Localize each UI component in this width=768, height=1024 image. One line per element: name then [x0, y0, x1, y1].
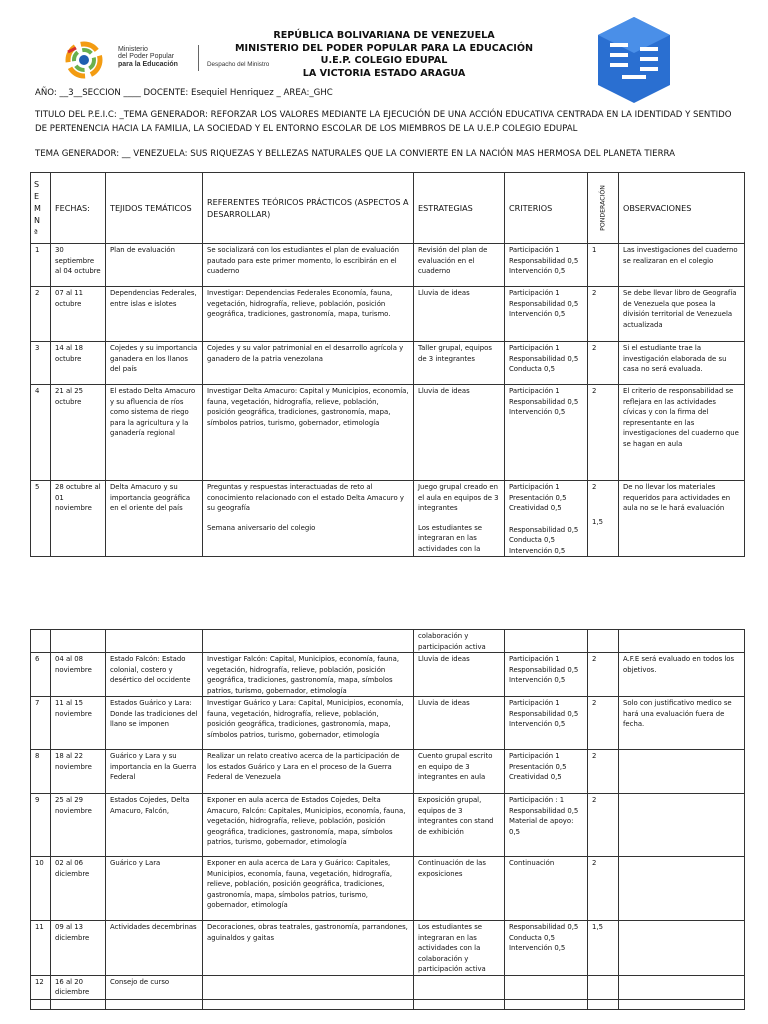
cell-referente: Se socializará con los estudiantes el plan de evaluación pautado para este primer momento, lo escribirán en el cuaderno — [203, 244, 414, 287]
table-row — [31, 385, 745, 481]
cell-tejido: Guárico y Lara y su importancia en la Guerra Federal — [106, 750, 203, 794]
cell-tejido: El estado Delta Amacuro y su afluencia de ríos como sistema de riego para la agricultura y la ganadería regional — [106, 385, 203, 481]
cell-criterio: Participación 1 Responsabilidad 0,5 Intervención 0,5 — [505, 385, 588, 481]
cell-semana: 9 — [31, 794, 51, 857]
cell-referente: Investigar Delta Amacuro: Capital y Municipios, economía, fauna, vegetación, hidrografía, relieve, población, posición geográfica, tradiciones, gastronomía, mapa, símbolos patrios, turismo, gobernador, etimología — [203, 385, 414, 481]
table-row-empty — [31, 999, 745, 1009]
cell-semana: 8 — [31, 750, 51, 794]
cell-fecha: 02 al 06 diciembre — [51, 857, 106, 921]
cell-empty — [619, 630, 745, 653]
cell-tejido: Estados Cojedes, Delta Amacuro, Falcón, — [106, 794, 203, 857]
cell-ponderacion: 2 — [588, 697, 619, 750]
cell-estrategia: Lluvia de ideas — [414, 287, 505, 342]
cell-semana: 11 — [31, 921, 51, 976]
cell-criterio: Participación 1 Presentación 0,5 Creatividad 0,5 — [505, 750, 588, 794]
cell-criterio-group — [505, 481, 588, 557]
cell-estrategia-2: Los estudiantes se integraran en las actividades con la — [418, 523, 483, 553]
cell-criterio: Participación 1 Responsabilidad 0,5 Intervención 0,5 — [505, 244, 588, 287]
cell-ponderacion — [588, 975, 619, 999]
table-row — [31, 750, 745, 794]
cell-tejido: Plan de evaluación — [106, 244, 203, 287]
cell-estrategia: Lluvia de ideas — [414, 653, 505, 697]
header-line-2: MINISTERIO DEL PODER POPULAR PARA LA EDUCACIÓN — [234, 42, 534, 54]
cell-empty — [203, 630, 414, 653]
table-row — [31, 244, 745, 287]
cell-fecha: 14 al 18 octubre — [51, 342, 106, 385]
table-row — [31, 794, 745, 857]
cell-observacion: El criterio de responsabilidad se reflejara en las actividades cívicas y con la firma del representante en las investigaciones del cuaderno que se hagan en aula — [619, 385, 745, 481]
cell-semana: 7 — [31, 697, 51, 750]
cell-referente: Preguntas y respuestas interactuadas de reto al conocimiento relacionado con el estado Delta Amacuro y su geografía — [207, 483, 404, 512]
table-row — [31, 921, 745, 976]
cell-semana: 1 — [31, 244, 51, 287]
cell-estrategia: Lluvia de ideas — [414, 385, 505, 481]
cell-semana: 10 — [31, 857, 51, 921]
cell-ponderacion: 2 — [588, 653, 619, 697]
logo-text-line-3: para la Educación — [118, 60, 178, 68]
cell-observacion — [619, 857, 745, 921]
cell-ponderacion: 2 — [592, 483, 597, 491]
cell-ponderacion-2: 1,5 — [592, 517, 603, 526]
cell-observacion: A.F.E será evaluado en todos los objetivos. — [619, 653, 745, 697]
cell-empty — [505, 999, 588, 1009]
cell-fecha: 21 al 25 octubre — [51, 385, 106, 481]
cell-semana: 12 — [31, 975, 51, 999]
cell-ponderacion: 1 — [588, 244, 619, 287]
cell-observacion — [619, 794, 745, 857]
header-criterios: CRITERIOS — [505, 173, 588, 244]
logo-subtext: Despacho del Ministro — [207, 61, 270, 68]
cell-observacion: Solo con justificativo medico se hará una evaluación fuera de fecha. — [619, 697, 745, 750]
cell-empty — [588, 999, 619, 1009]
cell-referente — [203, 975, 414, 999]
cell-referente: Exponer en aula acerca de Lara y Guárico: Capitales, Municipios, economía, fauna, vegetación, hidrografía, relieve, población, posición geográfica, tradiciones, gastronomía, mapa, símbolos patrios, turismo, gobernador, etimología — [203, 857, 414, 921]
cell-empty — [203, 999, 414, 1009]
header-estrategias: ESTRATEGIAS — [414, 173, 505, 244]
table-row — [31, 857, 745, 921]
cell-ponderacion: 2 — [588, 794, 619, 857]
cell-empty — [505, 630, 588, 653]
header-line-1: REPÚBLICA BOLIVARIANA DE VENEZUELA — [273, 30, 495, 41]
cell-referente-group — [203, 481, 414, 557]
cell-observacion — [619, 750, 745, 794]
cell-referente: Investigar: Dependencias Federales Economía, fauna, vegetación, hidrografía, relieve, población, posición geográfica, tradiciones, gastronomía, mapa, turismo. — [203, 287, 414, 342]
cell-estrategia: Cuento grupal escrito en equipo de 3 integrantes en aula — [414, 750, 505, 794]
cell-estrategia — [414, 975, 505, 999]
cell-estrategia-group — [414, 481, 505, 557]
cell-tejido: Actividades decembrinas — [106, 921, 203, 976]
cell-criterio: Continuación — [505, 857, 588, 921]
cell-ponderacion: 2 — [588, 385, 619, 481]
table-row — [31, 481, 745, 557]
table-row — [31, 630, 745, 653]
header-line-3: U.E.P. COLEGIO EDUPAL — [320, 55, 448, 66]
table-row — [31, 697, 745, 750]
cell-observacion: Se debe llevar libro de Geografía de Venezuela que posea la división territorial de Venezuela actualizada — [619, 287, 745, 342]
cell-semana: 4 — [31, 385, 51, 481]
cell-tejido: Estado Falcón: Estado colonial, costero y desértico del occidente — [106, 653, 203, 697]
cell-semana: 2 — [31, 287, 51, 342]
header-referentes: REFERENTES TEÓRICOS PRÁCTICOS (ASPECTOS A DESARROLLAR) — [203, 173, 414, 244]
cell-estrategia: Continuación de las exposiciones — [414, 857, 505, 921]
cell-estrategia: Revisión del plan de evaluación en el cuaderno — [414, 244, 505, 287]
cell-criterio: Participación 1 Responsabilidad 0,5 Intervención 0,5 — [505, 697, 588, 750]
cell-empty — [106, 630, 203, 653]
cell-tejido: Cojedes y su importancia ganadera en los llanos del país — [106, 342, 203, 385]
cell-observacion — [619, 975, 745, 999]
cell-estrategia: Juego grupal creado en el aula en equipos de 3 integrantes — [418, 483, 499, 512]
header-line-4: LA VICTORIA ESTADO ARAGUA — [302, 67, 466, 79]
cell-empty — [51, 630, 106, 653]
cell-ponderacion: 2 — [588, 750, 619, 794]
year-section-line: AÑO: __3__SECCION ____ DOCENTE: Esequiel Henriquez _ AREA:_GHC — [35, 88, 333, 98]
cell-tejido: Consejo de curso — [106, 975, 203, 999]
cell-fecha: 18 al 22 noviembre — [51, 750, 106, 794]
cell-observacion: Si el estudiante trae la investigación elaborada de su casa no será evaluada. — [619, 342, 745, 385]
table-row — [31, 342, 745, 385]
cell-tejido: Dependencias Federales, entre islas e islotes — [106, 287, 203, 342]
header-observaciones: OBSERVACIONES — [619, 173, 745, 244]
table-header-row — [31, 173, 745, 244]
cell-observacion: De no llevar los materiales requeridos para actividades en aula no se le hará evaluación — [619, 481, 745, 557]
cell-referente-2: Semana aniversario del colegio — [207, 523, 316, 532]
cell-criterio: Participación 1 Responsabilidad 0,5 Intervención 0,5 — [505, 287, 588, 342]
cell-empty — [31, 999, 51, 1009]
cell-fecha: 04 al 08 noviembre — [51, 653, 106, 697]
cell-criterio: Participación 1 Responsabilidad 0,5 Conducta 0,5 — [505, 342, 588, 385]
cell-semana: 5 — [31, 481, 51, 557]
cell-fecha: 16 al 20 diciembre — [51, 975, 106, 999]
cell-empty — [31, 630, 51, 653]
cell-referente: Decoraciones, obras teatrales, gastronomía, parrandones, aguinaldos y gaitas — [203, 921, 414, 976]
cell-observacion: Las investigaciones del cuaderno se realizaran en el colegio — [619, 244, 745, 287]
header-semana: S E M N ª — [31, 173, 51, 244]
cell-criterio: Participación 1 Presentación 0,5 Creatividad 0,5 — [509, 483, 567, 512]
cell-fecha: 25 al 29 noviembre — [51, 794, 106, 857]
plan-table-page-1 — [30, 172, 745, 557]
cell-semana: 3 — [31, 342, 51, 385]
cell-fecha: 28 octubre al 01 noviembre — [51, 481, 106, 557]
cell-estrategia-continuation: colaboración y participación activa — [414, 630, 505, 653]
cell-fecha: 30 septiembre al 04 octubre — [51, 244, 106, 287]
header-tejidos: TEJIDOS TEMÁTICOS — [106, 173, 203, 244]
cell-referente: Investigar Falcón: Capital, Municipios, economía, fauna, vegetación, hidrografía, relieve, población, posición geográfica, tradiciones, gastronomía, mapa, símbolos patrios, turismo, gobernador, etimología — [203, 653, 414, 697]
cell-tejido: Guárico y Lara — [106, 857, 203, 921]
cell-criterio-2: Responsabilidad 0,5 Conducta 0,5 Intervención 0,5 — [509, 525, 579, 555]
cell-criterio: Participación 1 Responsabilidad 0,5 Intervención 0,5 — [505, 653, 588, 697]
cell-ponderacion: 2 — [588, 287, 619, 342]
cell-estrategia: Lluvia de ideas — [414, 697, 505, 750]
cell-criterio: Responsabilidad 0,5 Conducta 0,5 Intervención 0,5 — [505, 921, 588, 976]
cell-empty — [619, 999, 745, 1009]
cell-referente: Realizar un relato creativo acerca de la participación de los estados Guárico y Lara en el proceso de la Guerra Federal de Venezuela — [203, 750, 414, 794]
cell-fecha: 11 al 15 noviembre — [51, 697, 106, 750]
header-fechas: FECHAS: — [51, 173, 106, 244]
cell-empty — [588, 630, 619, 653]
cell-criterio: Participación : 1 Responsabilidad 0,5 Material de apoyo: 0,5 — [505, 794, 588, 857]
cell-fecha: 09 al 13 diciembre — [51, 921, 106, 976]
cell-ponderacion: 2 — [588, 342, 619, 385]
logo-text-line-1: Ministerio — [118, 46, 148, 53]
cell-estrategia: Los estudiantes se integraran en las actividades con la colaboración y participación activa — [414, 921, 505, 976]
cell-ponderacion-group — [588, 481, 619, 557]
cell-empty — [414, 999, 505, 1009]
cell-referente: Investigar Guárico y Lara: Capital, Municipios, economía, fauna, vegetación, hidrografía, relieve, población, posición geográfica, tradiciones, gastronomía, mapa, símbolos patrios, turismo, gobernador, etimología — [203, 697, 414, 750]
cell-referente: Cojedes y su valor patrimonial en el desarrollo agrícola y ganadero de la patria venezolana — [203, 342, 414, 385]
cell-semana: 6 — [31, 653, 51, 697]
tema-generador: TEMA GENERADOR: __ VENEZUELA: SUS RIQUEZAS Y BELLEZAS NATURALES QUE LA CONVIERTE EN LA NACIÓN MAS HERMOSA DEL PLANETA TIERRA — [35, 149, 676, 159]
table-row — [31, 287, 745, 342]
cell-estrategia: Exposición grupal, equipos de 3 integrantes con stand de exhibición — [414, 794, 505, 857]
cell-fecha: 07 al 11 octubre — [51, 287, 106, 342]
table-row — [31, 975, 745, 999]
cell-ponderacion: 1,5 — [588, 921, 619, 976]
cell-empty — [106, 999, 203, 1009]
cell-estrategia: Taller grupal, equipos de 3 integrantes — [414, 342, 505, 385]
header-ponderacion — [588, 173, 619, 244]
cell-ponderacion: 2 — [588, 857, 619, 921]
cell-referente: Exponer en aula acerca de Estados Cojedes, Delta Amacuro, Falcón: Capitales, Municipios, economía, fauna, vegetación, hidrografía, relieve, población, posición geográfica, tradiciones, gastronomía, mapa, símbolos patrios, turismo, gobernador, etimología — [203, 794, 414, 857]
logo-text-line-2: del Poder Popular — [118, 53, 175, 61]
cell-tejido: Estados Guárico y Lara: Donde las tradiciones del llano se imponen — [106, 697, 203, 750]
cell-empty — [51, 999, 106, 1009]
plan-table-page-2 — [30, 629, 745, 1010]
cell-tejido: Delta Amacuro y su importancia geográfica en el oriente del país — [106, 481, 203, 557]
table-row — [31, 653, 745, 697]
cell-observacion — [619, 921, 745, 976]
titulo-peic: TITULO DEL P.E.I.C: _TEMA GENERADOR: REFORZAR LOS VALORES MEDIANTE LA EJECUCIÓN DE UNA ACCIÓN EDUCATIVA CENTRADA EN LA IDENTIDAD Y SENTIDO DE PERTENENCIA HACIA LA FAMILIA, LA SOCIEDAD Y EL ENTORNO ESCOLAR DE LOS MIEMBROS DE LA U.E.P COLEGIO EDUPAL — [35, 110, 732, 134]
header-ponderacion-label: PONDERACIÓN — [599, 185, 607, 231]
cell-criterio — [505, 975, 588, 999]
